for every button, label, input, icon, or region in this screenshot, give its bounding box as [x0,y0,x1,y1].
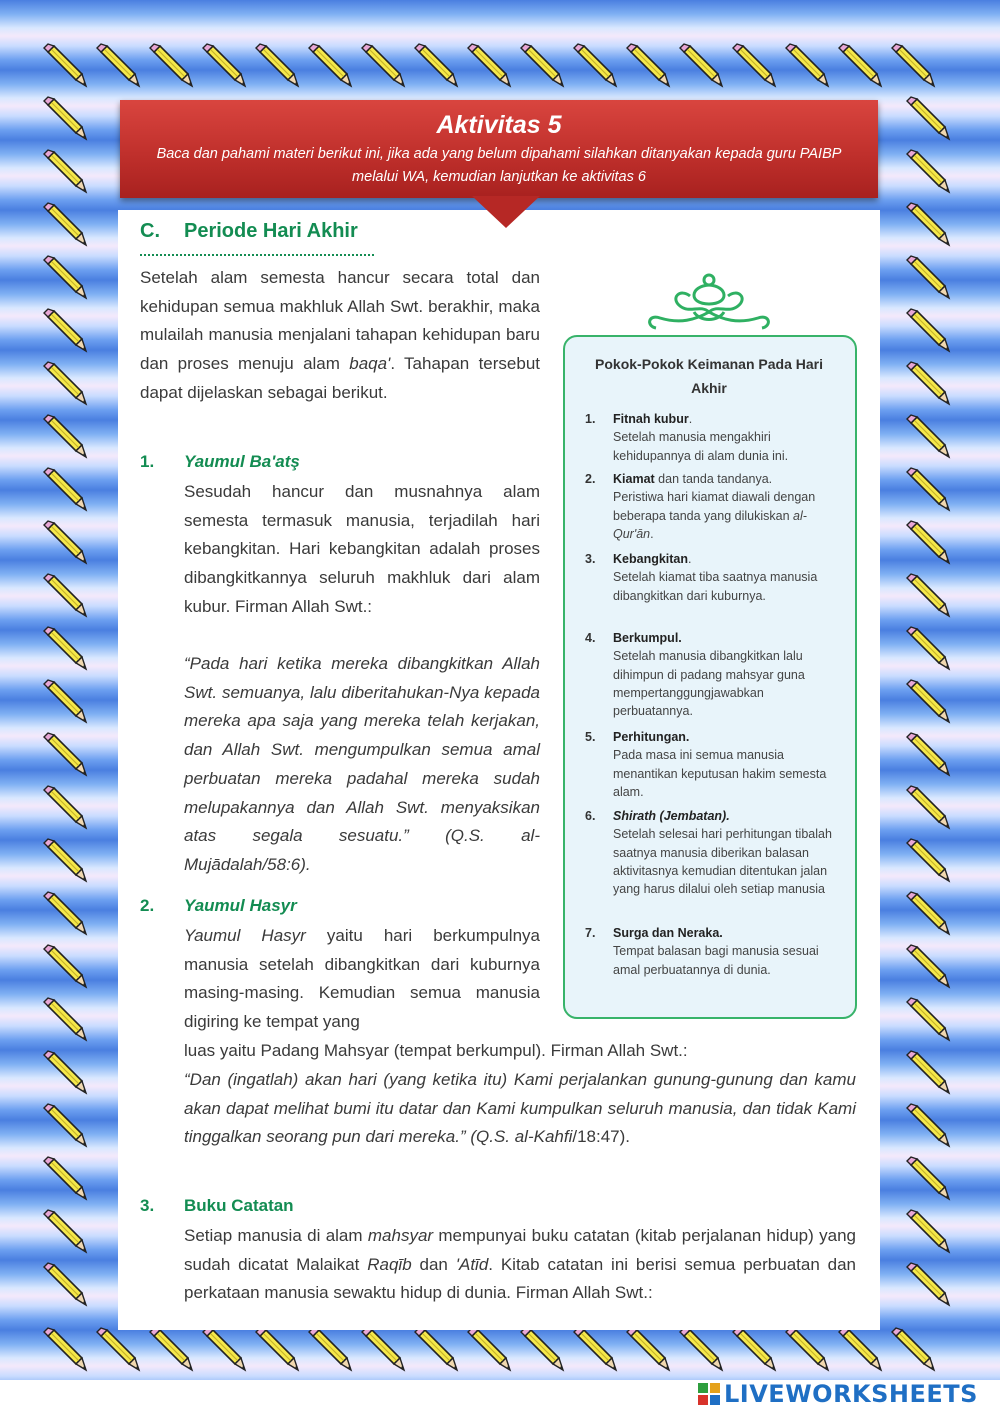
pencil-icon [905,1102,951,1148]
side-point-5-head: Perhitungan. [613,730,690,744]
liveworksheets-logo-icon [698,1383,720,1405]
side-point-2-number: 2. [585,472,596,486]
pencil-icon [42,95,88,141]
pencil-icon [148,1326,194,1372]
item-3-body-d: . Kitab catatan ini berisi semua perbuatan dan perkataan manusia sewaktu hidup di dunia. Firman Allah Swt.: [184,1254,857,1303]
pencil-icon [42,784,88,830]
pencil-icon [905,1208,951,1254]
pencil-icon [519,1326,565,1372]
pencil-icon [42,1049,88,1095]
pencil-icon [519,42,565,88]
pencil-icon [42,625,88,671]
item-2-body-continued: luas yaitu Padang Mahsyar (tempat berkumpul). Firman Allah Swt.: [184,1041,688,1060]
pencil-icon [42,466,88,512]
pencil-icon [307,42,353,88]
side-point-2-desc-text: Peristiwa hari kiamat diawali dengan beberapa tanda yang dilukiskan [613,490,816,523]
item-1-title: Yaumul Ba'atş [184,452,300,471]
item-3-body-a: Setiap manusia di alam [184,1226,368,1245]
side-point-4-head: Berkumpul. [613,631,682,645]
pencil-icon [890,42,936,88]
side-point-3 [585,550,840,605]
banner-subtitle: Baca dan pahami materi berikut ini, jika ada yang belum dipahami silahkan ditanyakan kepada guru PAIBP melalui WA, kemudian lanjutkan ke aktivitas 6 [156,146,842,185]
section-title-text: Periode Hari Akhir [184,220,358,242]
pencil-icon [572,42,618,88]
pencil-icon [905,307,951,353]
side-point-3-head: Kebangkitan [613,552,689,566]
pencil-icon [201,42,247,88]
pencil-icon [95,1326,141,1372]
side-point-6-head: Shirath (Jembatan). [613,809,730,823]
pencil-icon [905,1049,951,1095]
pencil-icon [42,1261,88,1307]
pencil-icon [890,1326,936,1372]
section-letter: C. [140,220,160,242]
pencil-icon [42,148,88,194]
item-2-body-emphasis: Yaumul Hasyr [184,926,306,945]
pencil-icon [254,1326,300,1372]
side-point-7 [585,924,840,979]
pencil-icon [625,1326,671,1372]
side-point-3-tail: . [688,552,692,566]
item-2-quote-b: Kahfi [533,1127,573,1147]
pencil-icon [42,1326,88,1372]
side-point-1-desc: Setelah manusia mengakhiri kehidupannya di alam dunia ini. [613,430,789,463]
pencil-icon [572,1326,618,1372]
item-2-quote [184,1066,856,1152]
side-point-3-desc: Setelah kiamat tiba saatnya manusia dibangkitkan dari kuburnya. [613,570,818,603]
pencil-icon [42,1102,88,1148]
item-3-body-c: dan [411,1254,456,1274]
item-3-emphasis-3: 'Atīd [455,1254,489,1274]
item-2-number: 2. [140,896,155,915]
pencil-icon [731,42,777,88]
pencil-icon [466,42,512,88]
side-point-2-desc-end: . [650,526,654,541]
pencil-icon [254,42,300,88]
side-point-6-desc: Setelah selesai hari perhitungan tibalah saatnya manusia diberikan balasan aktivitasnya kemudian ditentukan jalan yang harus dilalui oleh setiap manusia [613,827,832,897]
pencil-icon [360,42,406,88]
liveworksheets-logo[interactable]: LIVEWORKSHEETS [724,1380,978,1408]
pencil-icon [905,943,951,989]
item-2-title: Yaumul Hasyr [184,896,297,915]
side-point-4 [585,629,840,720]
side-point-2-tail: dan tanda tandanya. [654,472,773,486]
pencil-icon [42,201,88,247]
pencil-icon [678,42,724,88]
item-3-title: Buku Catatan [184,1196,294,1215]
side-point-7-number: 7. [585,926,596,940]
item-2-quote-a: “Dan (ingatlah) akan hari (yang ketika itu) Kami perjalankan gunung-gunung dan kamu akan dapat melihat bumi itu datar dan Kami kumpulkan seluruh manusia, dan tidak Kami tinggalkan seorang pun dari mereka.” (Q.S. al- [184,1070,856,1147]
pencil-icon [905,519,951,565]
pencil-icon [360,1326,406,1372]
side-point-1-tail: . [688,412,693,426]
pencil-icon [905,1155,951,1201]
pencil-icon [905,466,951,512]
item-3-heading [140,1196,294,1216]
side-point-2 [585,470,840,543]
ornament-icon [640,268,778,336]
activity-banner [120,100,878,198]
pencil-icon [42,837,88,883]
pencil-icon [42,42,88,88]
side-point-6-number: 6. [585,809,596,823]
pencil-icon [95,42,141,88]
pencil-icon [42,413,88,459]
pencil-icon [413,1326,459,1372]
pencil-icon [905,784,951,830]
pencil-icon [625,42,671,88]
pencil-icon [905,731,951,777]
item-2-quote-c: /18:47). [572,1127,631,1147]
pencil-icon [905,572,951,618]
side-point-5-desc: Pada masa ini semua manusia menantikan keputusan hakim semesta alam. [613,748,827,799]
side-point-6 [585,807,840,898]
item-3-emphasis-2: Raqīb [367,1254,412,1274]
pencil-icon [784,42,830,88]
side-point-2-desc [613,488,840,543]
pencil-icon [42,731,88,777]
item-2-heading [140,896,297,916]
pencil-icon [148,42,194,88]
side-point-4-desc: Setelah manusia dibangkitkan lalu dihimpun di padang mahsyar guna mempertanggungjawabkan perbuatannya. [613,649,805,719]
side-point-3-number: 3. [585,552,596,566]
item-3-number: 3. [140,1196,155,1215]
pencil-icon [42,254,88,300]
pencil-icon [42,307,88,353]
pencil-icon [678,1326,724,1372]
pencil-icon [413,42,459,88]
pencil-icon [905,95,951,141]
pencil-icon [42,360,88,406]
section-divider [140,254,374,256]
pencil-icon [905,360,951,406]
pencil-icon [905,678,951,724]
pencil-icon [466,1326,512,1372]
item-1-number: 1. [140,452,155,471]
side-point-5 [585,728,840,801]
side-point-1 [585,410,840,465]
intro-emphasis: baqa' [349,354,391,374]
pencil-icon [42,572,88,618]
banner-title: Aktivitas 5 [436,111,562,139]
pencil-icon [905,201,951,247]
pencil-icon [784,1326,830,1372]
pencil-icon [905,625,951,671]
section-title [140,220,358,243]
pencil-icon [42,519,88,565]
pencil-icon [42,678,88,724]
pencil-icon [42,1155,88,1201]
item-1-body: Sesudah hancur dan musnahnya alam semesta termasuk manusia, terjadilah hari kebangkitan. Hari kebangkitan adalah proses dibangkitkannya seluruh makhluk dari alam kubur. Firman Allah Swt.: [184,482,540,616]
side-point-1-head: Fitnah kubur [613,412,689,426]
item-3-body-b: mempunyai buku catatan (kitab perjalanan hidup) yang sudah dicatat Malaikat [184,1226,856,1274]
intro-text-b: . Tahapan tersebut dapat dijelaskan sebagai berikut. [140,354,540,402]
pencil-icon [201,1326,247,1372]
side-point-2-head: Kiamat [613,472,655,486]
pencil-icon [905,254,951,300]
pencil-icon [42,996,88,1042]
pencil-icon [307,1326,353,1372]
intro-paragraph [140,264,540,408]
pencil-icon [42,943,88,989]
side-box-title: Pokok-Pokok Keimanan Pada Hari Akhir [595,356,823,396]
pencil-icon [731,1326,777,1372]
item-2-body [184,922,540,1037]
pencil-icon [905,1261,951,1307]
side-point-5-number: 5. [585,730,596,744]
item-1-heading [140,452,300,472]
pencil-icon [837,42,883,88]
pencil-icon [905,996,951,1042]
side-point-2-desc-emphasis: al-Qur'ān [613,508,807,541]
banner-arrow-icon [472,196,540,228]
pencil-icon [42,1208,88,1254]
item-3-emphasis-1: mahsyar [367,1226,434,1245]
pencil-icon [837,1326,883,1372]
side-point-7-head: Surga dan Neraka. [613,926,723,940]
item-1-quote: “Pada hari ketika mereka dibangkitkan Allah Swt. semuanya, lalu diberitahukan-Nya kepada mereka apa saja yang mereka telah kerjakan, dan Allah Swt. mengumpulkan semua amal perbuatan mereka padahal mereka sudah melupakannya dan Allah Swt. menyaksikan atas segala sesuatu.” (Q.S. al-Mujādalah/58:6). [184,654,540,874]
pencil-icon [905,148,951,194]
pencil-icon [42,890,88,936]
item-3-body [184,1222,856,1308]
side-point-1-number: 1. [585,412,596,426]
intro-text-a: Setelah alam semesta hancur secara total dan kehidupan semua makhluk Allah Swt. berakhir, maka mulailah manusia menjalani tahapan kehidupan baru dan proses menuju alam [140,268,540,374]
side-point-7-desc: Tempat balasan bagi manusia sesuai amal perbuatannya di dunia. [613,944,819,977]
item-2-body-text: yaitu hari berkumpulnya manusia setelah dibangkitkan dari kuburnya masing-masing. Kemudian semua manusia digiring ke tempat yang [184,926,540,1032]
pencil-icon [905,413,951,459]
pencil-icon [905,890,951,936]
side-point-4-number: 4. [585,631,596,645]
pencil-icon [905,837,951,883]
